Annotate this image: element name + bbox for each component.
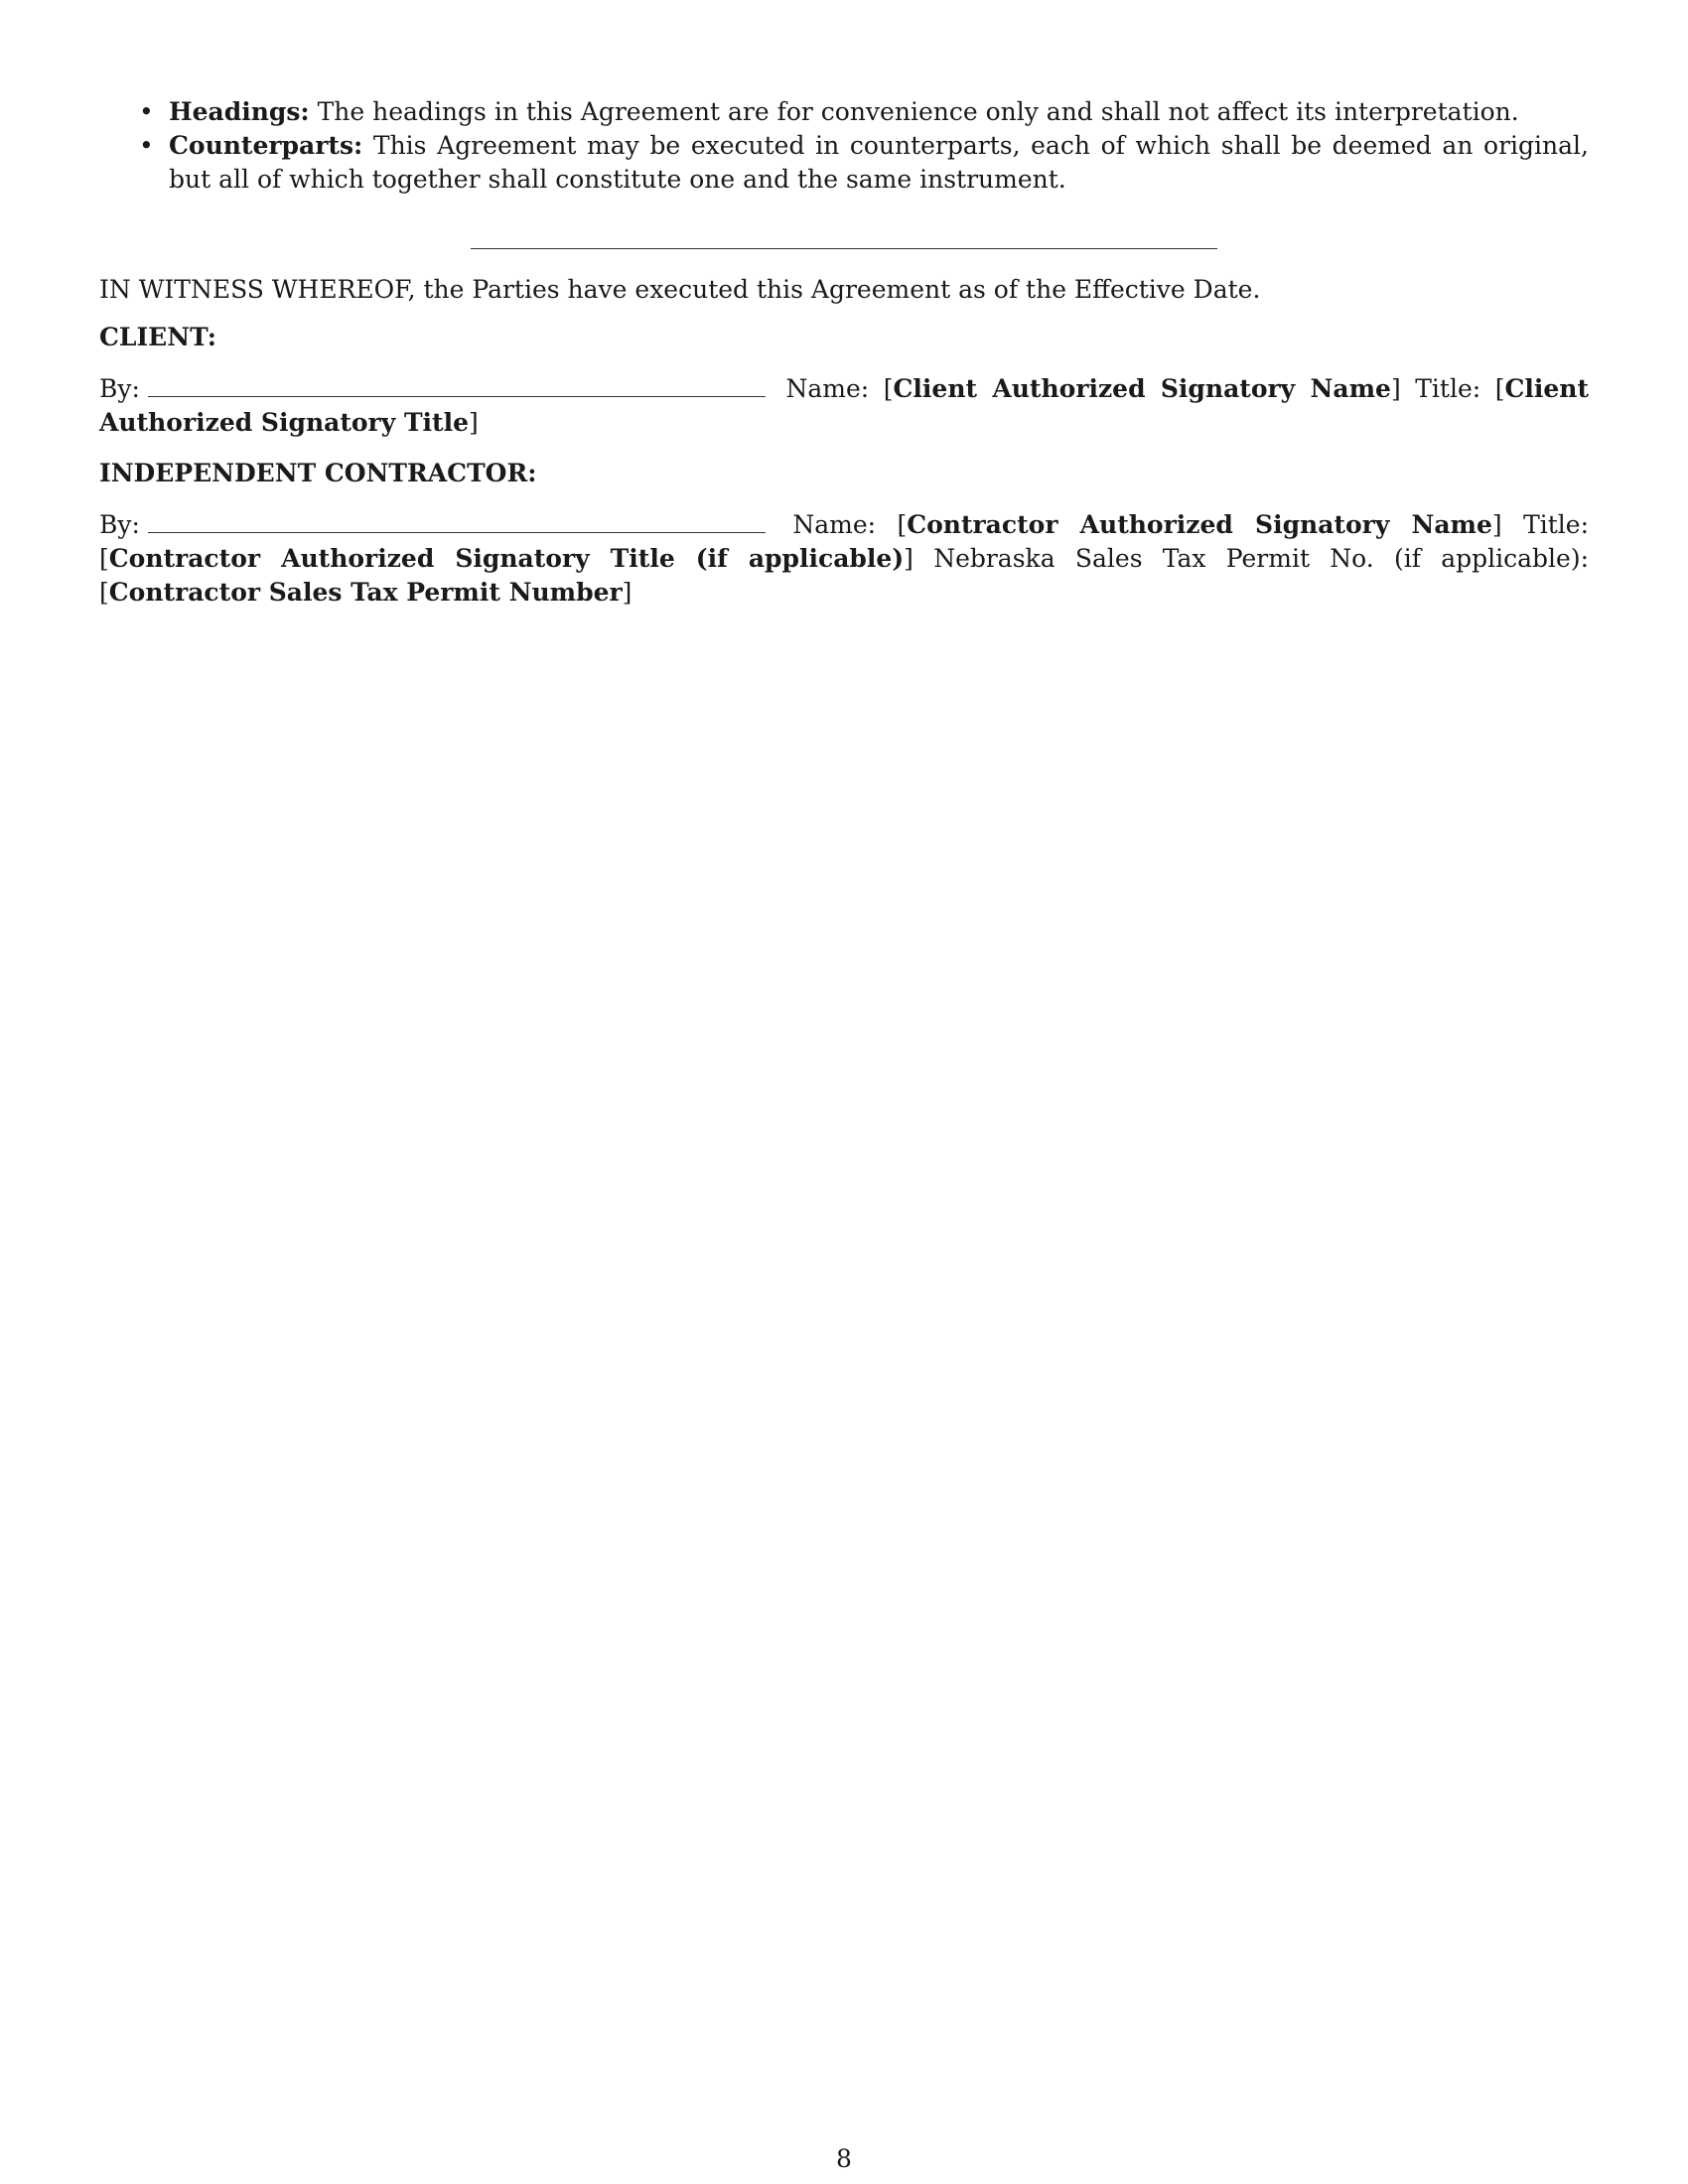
contractor-heading: INDEPENDENT CONTRACTOR: — [99, 459, 537, 487]
client-name-label: Name: — [785, 374, 870, 403]
client-name-value: Client Authorized Signatory Name — [893, 374, 1391, 403]
contractor-name-value: Contractor Authorized Signatory Name — [907, 510, 1492, 539]
contractor-title-label: Title: — [1523, 510, 1590, 539]
section-divider — [471, 248, 1217, 249]
clause-headings — [139, 95, 1589, 129]
document-page — [99, 95, 1589, 626]
bullet-icon: • — [139, 97, 154, 126]
clause-counterparts — [139, 129, 1589, 197]
bullet-icon: • — [139, 131, 154, 160]
clause-term: Headings: — [169, 97, 310, 126]
client-title-label: Title: — [1415, 374, 1481, 403]
page-number: 8 — [836, 2144, 852, 2173]
contractor-signature-block: By: Name: [Contractor Authorized Signatory Name] Title: [Contractor Authorized Signatory Title (if applicable)] Nebraska Sales Tax Permit No. (if applicable): [Contractor Sales Tax Permit Number] — [99, 510, 1590, 607]
clause-text: This Agreement may be executed in counterparts, each of which shall be deemed an original, but all of which together shall constitute one and the same instrument. — [169, 131, 1589, 194]
contractor-permit-value: Contractor Sales Tax Permit Number — [108, 578, 623, 607]
contractor-name-label: Name: — [792, 510, 877, 539]
contractor-permit-label: Nebraska Sales Tax Permit No. (if applicable): — [933, 544, 1590, 573]
client-by-label: By: — [99, 374, 140, 403]
witness-statement: IN WITNESS WHEREOF, the Parties have executed this Agreement as of the Effective Date. — [99, 275, 1261, 304]
contractor-signature-line — [148, 510, 766, 533]
clause-text: The headings in this Agreement are for convenience only and shall not affect its interpretation. — [309, 97, 1519, 126]
contractor-by-label: By: — [99, 510, 140, 539]
clause-list — [99, 95, 1589, 197]
client-heading: CLIENT: — [99, 323, 217, 351]
client-title-value: Client Authorized Signatory Title — [99, 374, 1590, 437]
clause-term: Counterparts: — [169, 131, 363, 160]
client-signature-line — [148, 374, 766, 397]
client-signature-block: By: Name: [Client Authorized Signatory Name] Title: [Client Authorized Signatory Title] — [99, 374, 1590, 437]
contractor-title-value: Contractor Authorized Signatory Title (if applicable) — [108, 544, 905, 573]
